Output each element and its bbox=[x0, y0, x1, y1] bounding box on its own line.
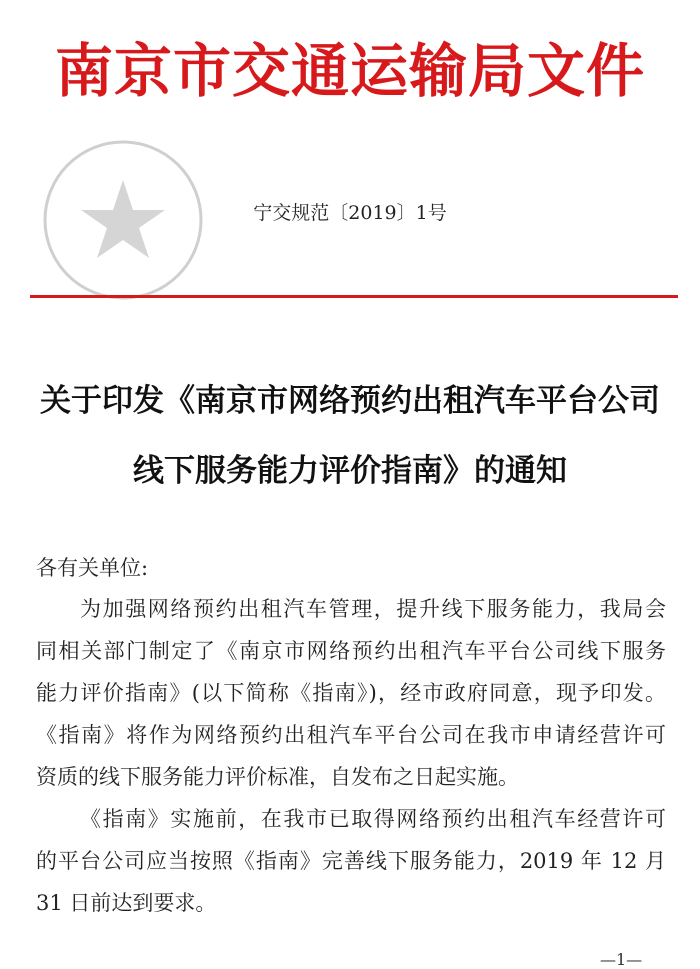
body-line: 《指南》实施前，在我市已取得网络预约出租汽车经营许可 bbox=[80, 807, 666, 831]
body-line: 能力评价指南》(以下简称《指南》)，经市政府同意，现予印发。 bbox=[36, 681, 666, 705]
body-line: 为加强网络预约出租汽车管理，提升线下服务能力，我局会 bbox=[80, 597, 666, 621]
header-divider bbox=[30, 295, 678, 298]
body-line: 《指南》将作为网络预约出租汽车平台公司在我市申请经营许可 bbox=[36, 723, 666, 747]
salutation: 各有关单位: bbox=[36, 556, 149, 580]
page-number: —1— bbox=[600, 950, 643, 969]
document-number: 宁交规范〔2019〕1号 bbox=[253, 202, 447, 224]
document-title-line-1: 关于印发《南京市网络预约出租汽车平台公司 bbox=[40, 383, 660, 419]
body-line: 31 日前达到要求。 bbox=[36, 891, 217, 915]
body-line: 的平台公司应当按照《指南》完善线下服务能力，2019 年 12 月 bbox=[36, 849, 666, 873]
body-line: 资质的线下服务能力评价标准，自发布之日起实施。 bbox=[36, 765, 519, 789]
document-title-line-2: 线下服务能力评价指南》的通知 bbox=[133, 453, 567, 489]
document-header: 南京市交通运输局文件 bbox=[54, 37, 645, 105]
body-line: 同相关部门制定了《南京市网络预约出租汽车平台公司线下服务 bbox=[36, 639, 666, 663]
